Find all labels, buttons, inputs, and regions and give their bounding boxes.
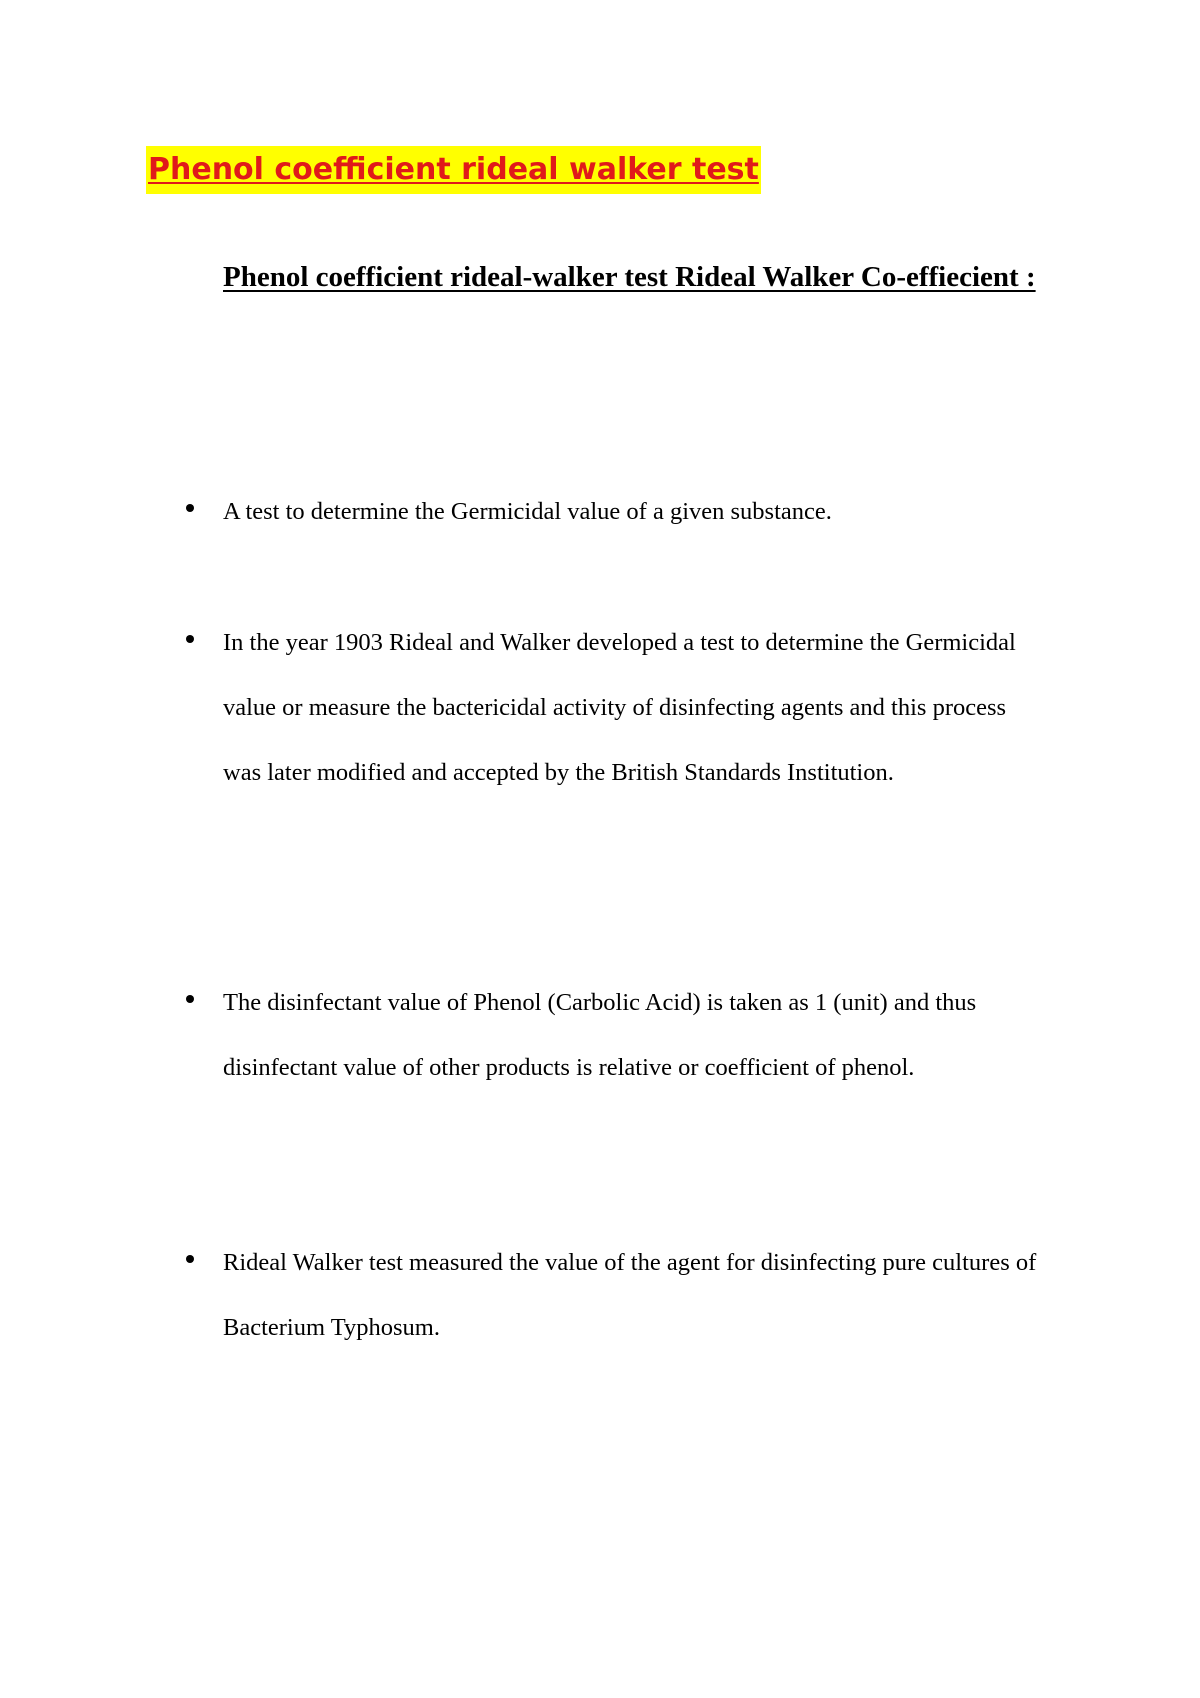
bullet-dot-icon <box>186 635 194 643</box>
bullet-text: A test to determine the Germicidal value of a given substance. <box>223 498 832 525</box>
bullet-text: Rideal Walker test measured the value of the agent for disinfecting pure cultures of Bacterium Typhosum. <box>223 1249 1037 1341</box>
bullet-dot-icon <box>186 995 194 1003</box>
bullet-dot-icon <box>186 504 194 512</box>
bullet-text: The disinfectant value of Phenol (Carbolic Acid) is taken as 1 (unit) and thus disinfectant value of other products is relative or coefficient of phenol. <box>223 989 977 1081</box>
bullet-text: In the year 1903 Rideal and Walker developed a test to determine the Germicidal value or measure the bactericidal activity of disinfecting agents and this process was later modified and accepted by the British Standards Institution. <box>223 629 1016 786</box>
document-title: Phenol coefficient rideal walker test <box>146 146 761 194</box>
section-subheading: Phenol coefficient rideal-walker test Rideal Walker Co-effiecient : <box>223 261 1036 293</box>
bullet-dot-icon <box>186 1255 194 1263</box>
